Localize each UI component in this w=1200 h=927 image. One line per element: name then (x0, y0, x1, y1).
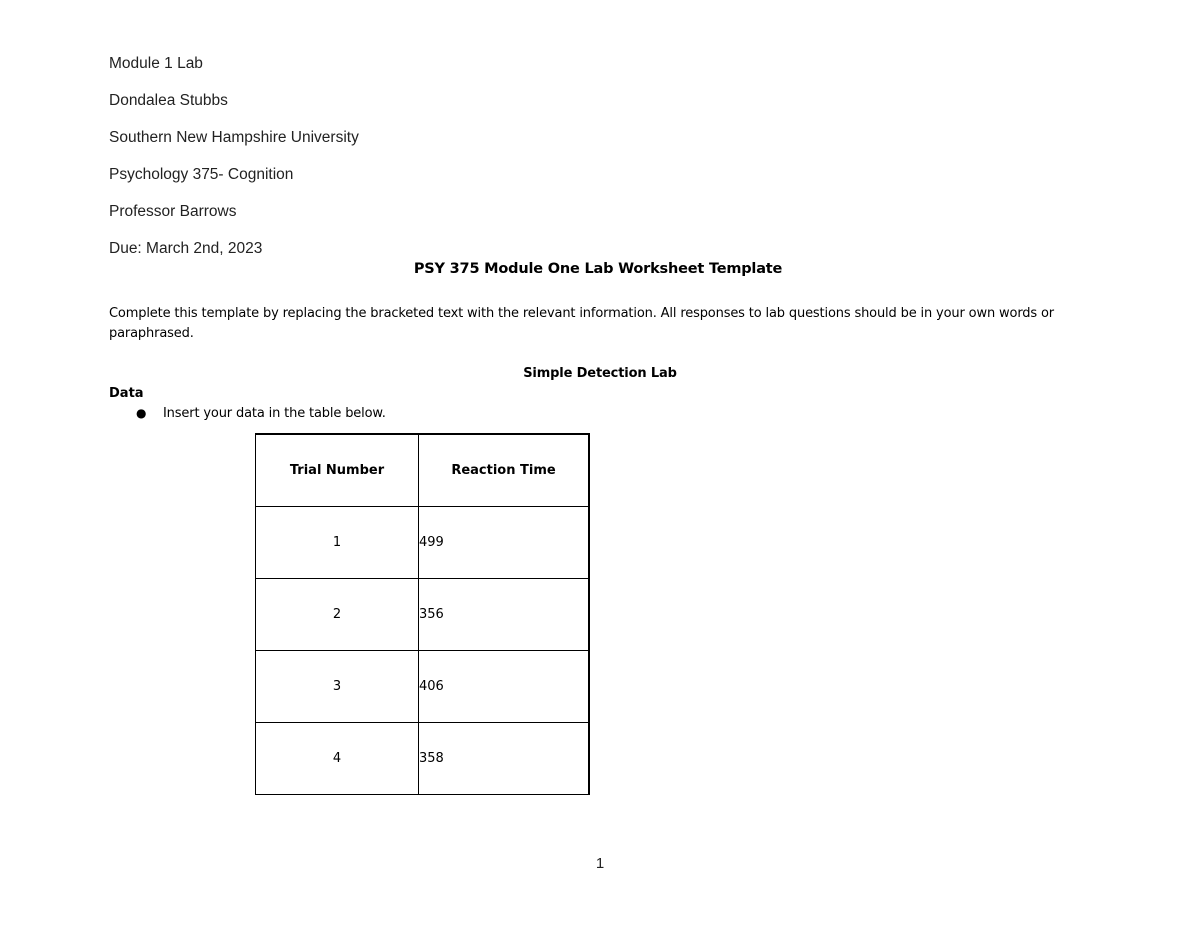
reaction-time-cell: 358 (419, 723, 590, 795)
page-number: 1 (595, 855, 605, 872)
trial-number-cell: 4 (256, 723, 419, 795)
due-date: Due: March 2nd, 2023 (109, 240, 263, 257)
trial-number-cell: 2 (256, 579, 419, 651)
trial-number-cell: 3 (256, 651, 419, 723)
reaction-time-cell: 406 (419, 651, 590, 723)
table-row (256, 579, 590, 651)
student-name: Dondalea Stubbs (109, 92, 228, 109)
instructions-paragraph: Complete this template by replacing the bracketed text with the relevant information. All responses to lab questions should be in your own words or paraphrased. (109, 306, 1054, 341)
header-reaction-time: Reaction Time (419, 434, 590, 507)
university-name: Southern New Hampshire University (109, 129, 359, 146)
data-heading: Data (109, 386, 144, 401)
header-trial-number: Trial Number (256, 434, 419, 507)
professor-name: Professor Barrows (109, 203, 237, 220)
worksheet-title: PSY 375 Module One Lab Worksheet Template (413, 261, 783, 277)
bullet-item (136, 406, 386, 421)
reaction-time-table (255, 433, 590, 795)
bullet-text: Insert your data in the table below. (163, 406, 386, 421)
table-header-row (256, 434, 590, 507)
trial-number-cell: 1 (256, 507, 419, 579)
reaction-time-cell: 356 (419, 579, 590, 651)
assignment-title: Module 1 Lab (109, 55, 203, 72)
table-row (256, 723, 590, 795)
table-row (256, 651, 590, 723)
table-row (256, 507, 590, 579)
course-name: Psychology 375- Cognition (109, 166, 294, 183)
section-title: Simple Detection Lab (523, 366, 677, 381)
reaction-time-cell: 499 (419, 507, 590, 579)
bullet-icon: ● (136, 406, 147, 420)
